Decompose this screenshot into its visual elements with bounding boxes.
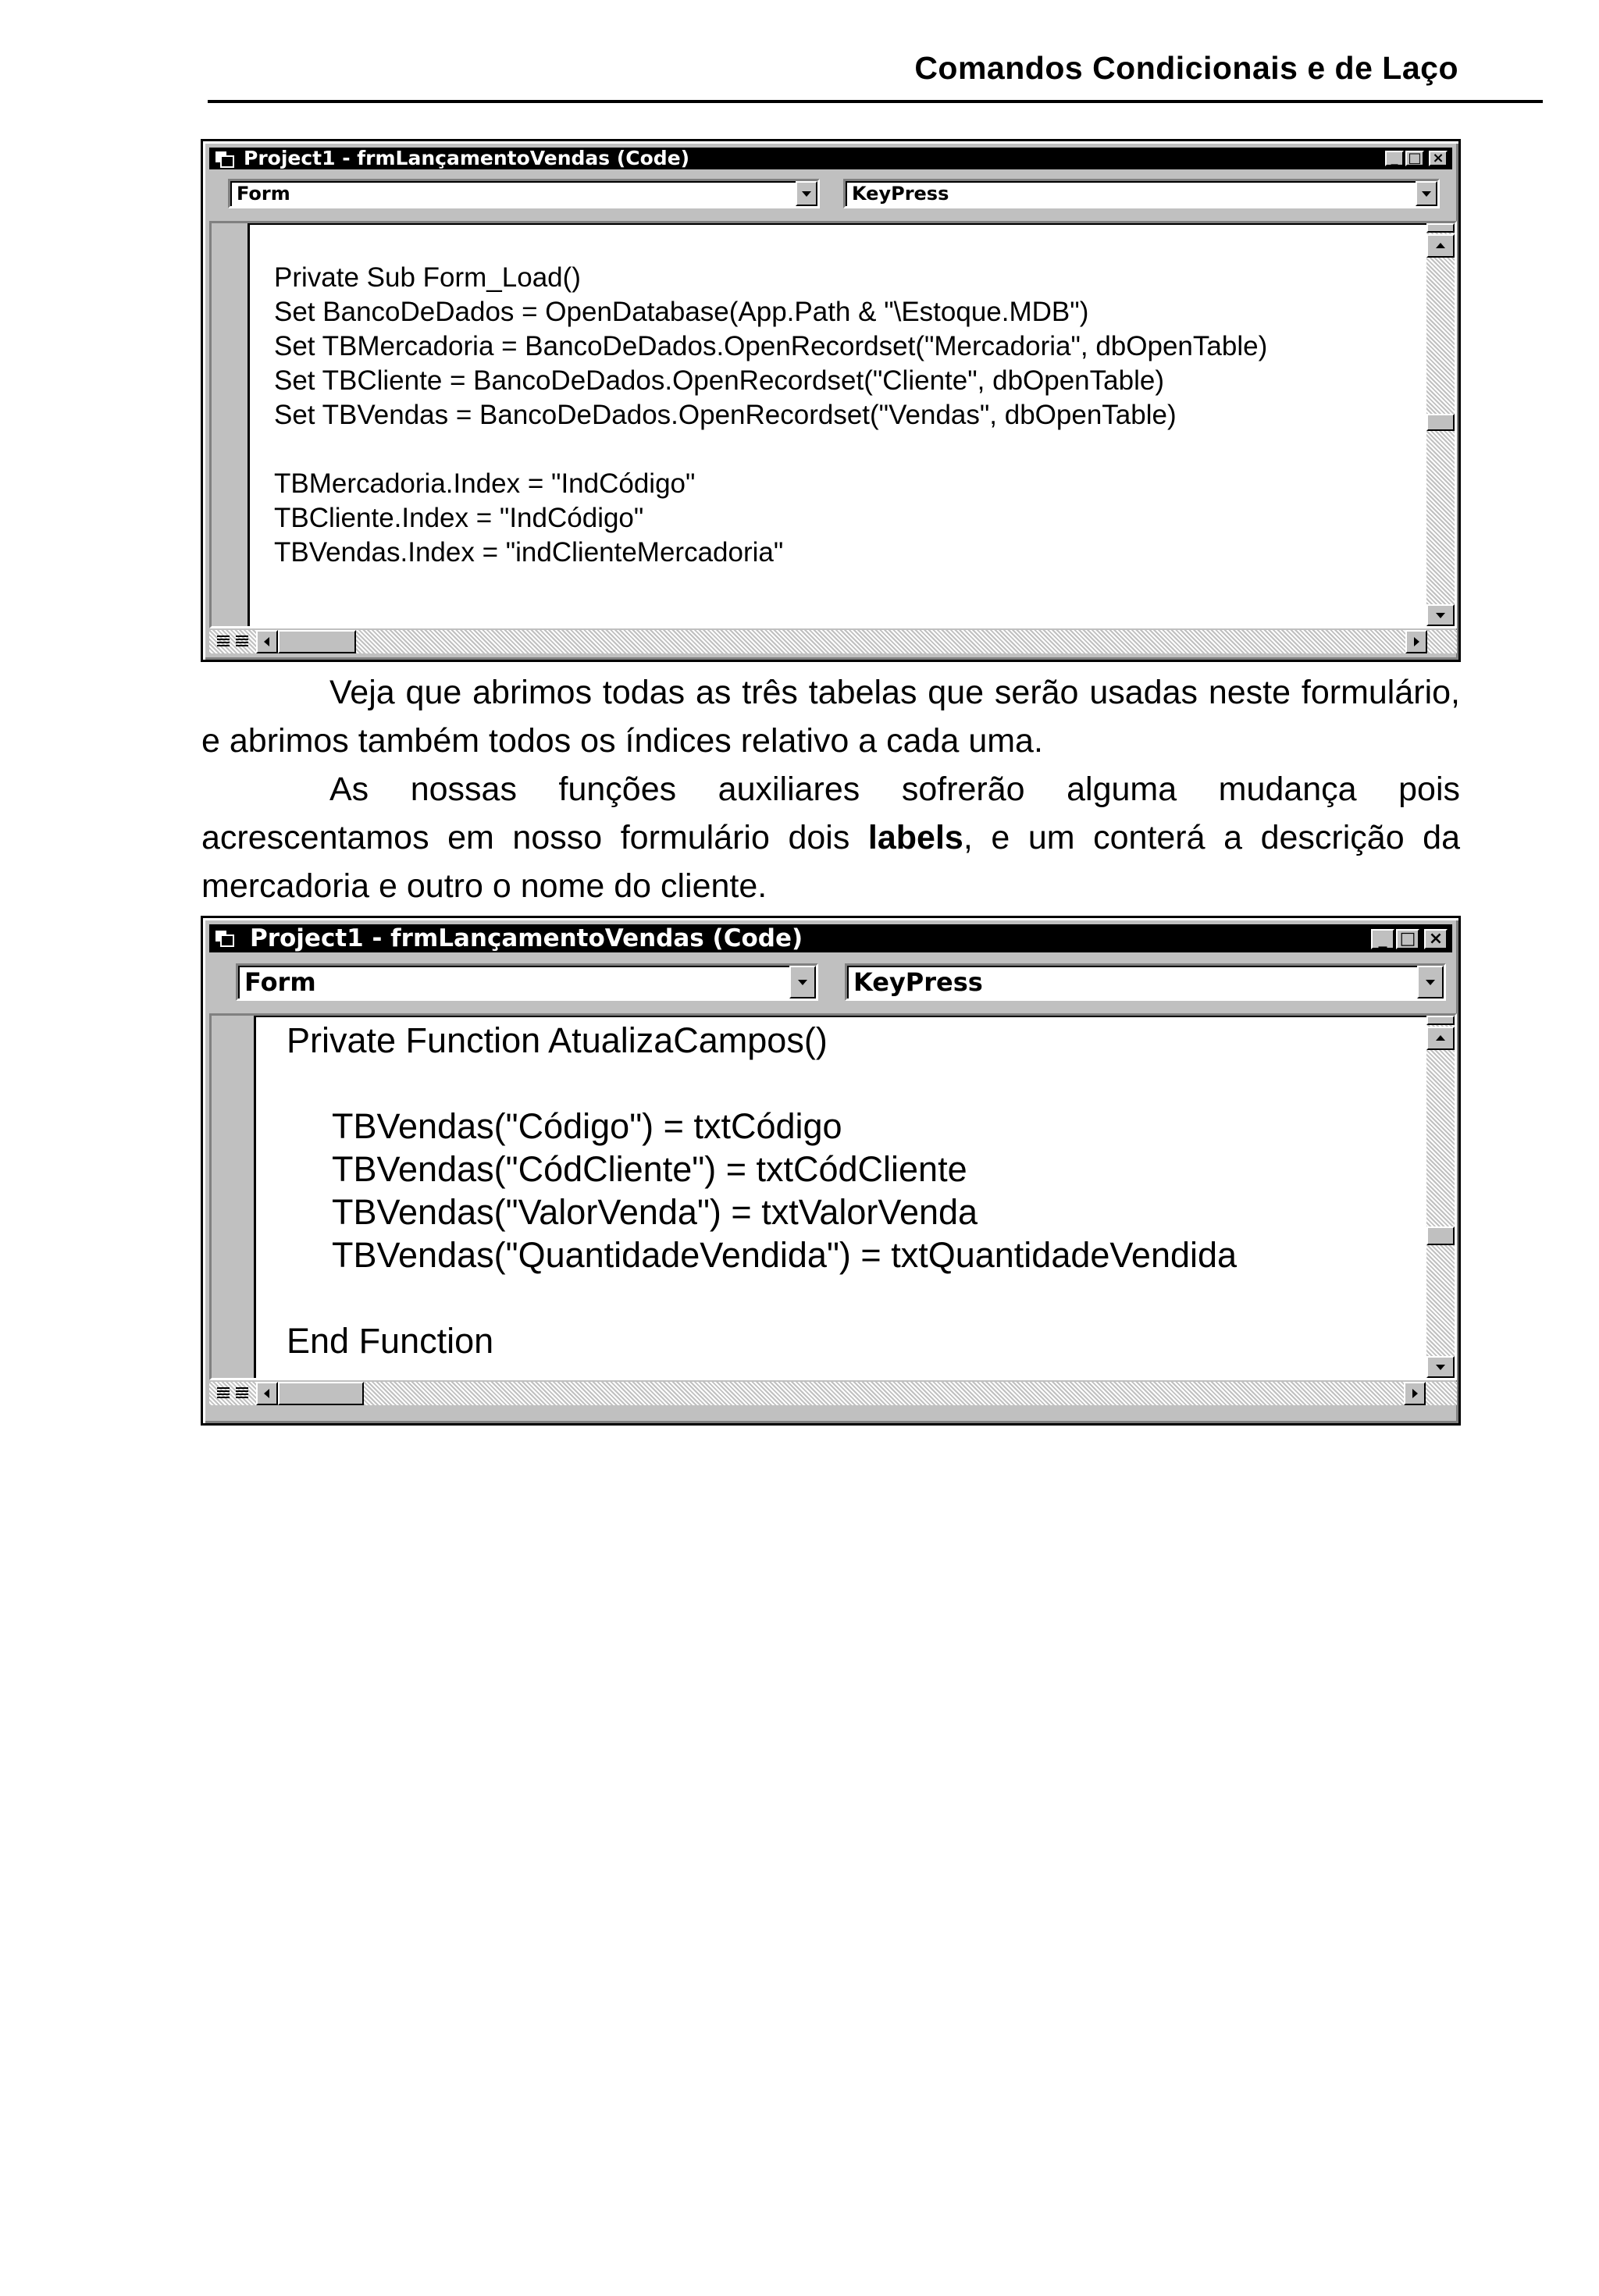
paragraph-1 <box>201 668 1460 765</box>
object-dropdown[interactable] <box>228 179 820 208</box>
title-bar[interactable] <box>209 924 1452 952</box>
code-window-form-load <box>201 139 1461 662</box>
chevron-down-icon[interactable] <box>796 181 817 206</box>
chevron-down-icon[interactable] <box>1417 966 1444 998</box>
minimize-icon[interactable]: _ <box>1385 151 1404 166</box>
procedure-view-icon[interactable] <box>215 633 233 650</box>
horizontal-scrollbar[interactable] <box>209 1382 1457 1405</box>
procedure-dropdown[interactable] <box>843 179 1440 208</box>
scroll-split-handle[interactable] <box>1426 1016 1455 1025</box>
code-line: TBVendas("ValorVenda") = txtValorVenda <box>332 1192 978 1232</box>
close-icon[interactable]: × <box>1429 151 1448 166</box>
code-line: Private Function AtualizaCampos() <box>287 1020 828 1060</box>
paragraph-2-text-before: As nossas funções auxiliares sofrerão alguma mudança pois acrescentamos em nosso formulário dois <box>201 771 1460 856</box>
window-controls <box>1385 151 1448 166</box>
procedure-dropdown-value: KeyPress <box>852 183 949 205</box>
code-line: Set TBCliente = BancoDeDados.OpenRecordset("Cliente", dbOpenTable) <box>274 365 1164 396</box>
code-editor[interactable] <box>209 1013 1457 1380</box>
minimize-icon[interactable]: _ <box>1371 929 1394 949</box>
window-system-icon[interactable] <box>215 151 234 166</box>
window-title: Project1 - frmLançamentoVendas (Code) <box>250 924 803 952</box>
procedure-dropdown-value: KeyPress <box>853 967 983 997</box>
code-line: TBVendas("Código") = txtCódigo <box>332 1106 842 1146</box>
chevron-down-icon[interactable] <box>789 966 816 998</box>
code-line: TBCliente.Index = "IndCódigo" <box>274 503 644 533</box>
close-icon[interactable]: × <box>1424 929 1448 949</box>
scroll-left-icon[interactable] <box>256 1382 278 1405</box>
horizontal-scroll-thumb[interactable] <box>278 630 356 653</box>
code-line: End Function <box>287 1321 494 1361</box>
header-rule <box>208 100 1543 103</box>
vertical-scrollbar[interactable] <box>1426 1016 1455 1378</box>
scroll-left-icon[interactable] <box>256 630 278 653</box>
scroll-thumb[interactable] <box>1426 414 1455 431</box>
code-editor[interactable] <box>209 221 1457 628</box>
paragraph-2 <box>201 765 1460 910</box>
code-line: TBVendas.Index = "indClienteMercadoria" <box>274 537 784 568</box>
chevron-down-icon[interactable] <box>1416 181 1437 206</box>
scroll-split-handle[interactable] <box>1426 223 1455 233</box>
paragraph-1-text: Veja que abrimos todas as três tabelas que serão usadas neste formulário, e abrimos também todos os índices relativo a cada uma. <box>201 674 1460 760</box>
code-line: TBVendas("QuantidadeVendida") = txtQuantidadeVendida <box>332 1235 1238 1275</box>
page-header-title: Comandos Condicionais e de Laço <box>914 50 1458 86</box>
scroll-thumb[interactable] <box>1426 1226 1455 1245</box>
code-line: Private Sub Form_Load() <box>274 262 581 293</box>
full-module-view-icon[interactable] <box>234 633 251 650</box>
scroll-right-icon[interactable] <box>1405 630 1427 653</box>
maximize-icon[interactable]: □ <box>1396 929 1419 949</box>
paragraph-2-text-after: , e um conterá a descrição da mercadoria e outro o nome do cliente. <box>201 819 1460 905</box>
code-line: Set TBVendas = BancoDeDados.OpenRecordset("Vendas", dbOpenTable) <box>274 400 1177 430</box>
paragraph-2-bold-term: labels <box>867 819 963 856</box>
full-module-view-icon[interactable] <box>234 1385 251 1402</box>
scroll-up-icon[interactable] <box>1426 1027 1455 1050</box>
code-window-atualiza-campos <box>201 916 1461 1426</box>
window-controls <box>1371 929 1448 949</box>
window-title: Project1 - frmLançamentoVendas (Code) <box>244 148 690 169</box>
scroll-down-icon[interactable] <box>1426 604 1455 626</box>
code-line: Set BancoDeDados = OpenDatabase(App.Path & "\Estoque.MDB") <box>274 297 1089 327</box>
margin-indicator-bar <box>212 223 250 626</box>
title-bar[interactable] <box>209 148 1452 169</box>
vertical-scrollbar[interactable] <box>1426 223 1455 626</box>
procedure-dropdown[interactable] <box>845 963 1446 1001</box>
code-line: TBMercadoria.Index = "IndCódigo" <box>274 468 696 499</box>
scroll-down-icon[interactable] <box>1426 1356 1455 1378</box>
code-line: Set TBMercadoria = BancoDeDados.OpenRecordset("Mercadoria", dbOpenTable) <box>274 331 1268 361</box>
procedure-view-icon[interactable] <box>215 1385 233 1402</box>
scroll-up-icon[interactable] <box>1426 234 1455 258</box>
object-dropdown-value: Form <box>244 967 316 997</box>
code-line: TBVendas("CódCliente") = txtCódCliente <box>332 1149 967 1189</box>
object-dropdown[interactable] <box>236 963 818 1001</box>
horizontal-scrollbar[interactable] <box>209 630 1457 653</box>
window-system-icon[interactable] <box>215 931 237 946</box>
object-dropdown-value: Form <box>237 183 290 205</box>
scroll-right-icon[interactable] <box>1404 1382 1426 1405</box>
maximize-icon[interactable]: □ <box>1405 151 1424 166</box>
horizontal-scroll-thumb[interactable] <box>278 1382 364 1405</box>
margin-indicator-bar <box>212 1016 256 1378</box>
